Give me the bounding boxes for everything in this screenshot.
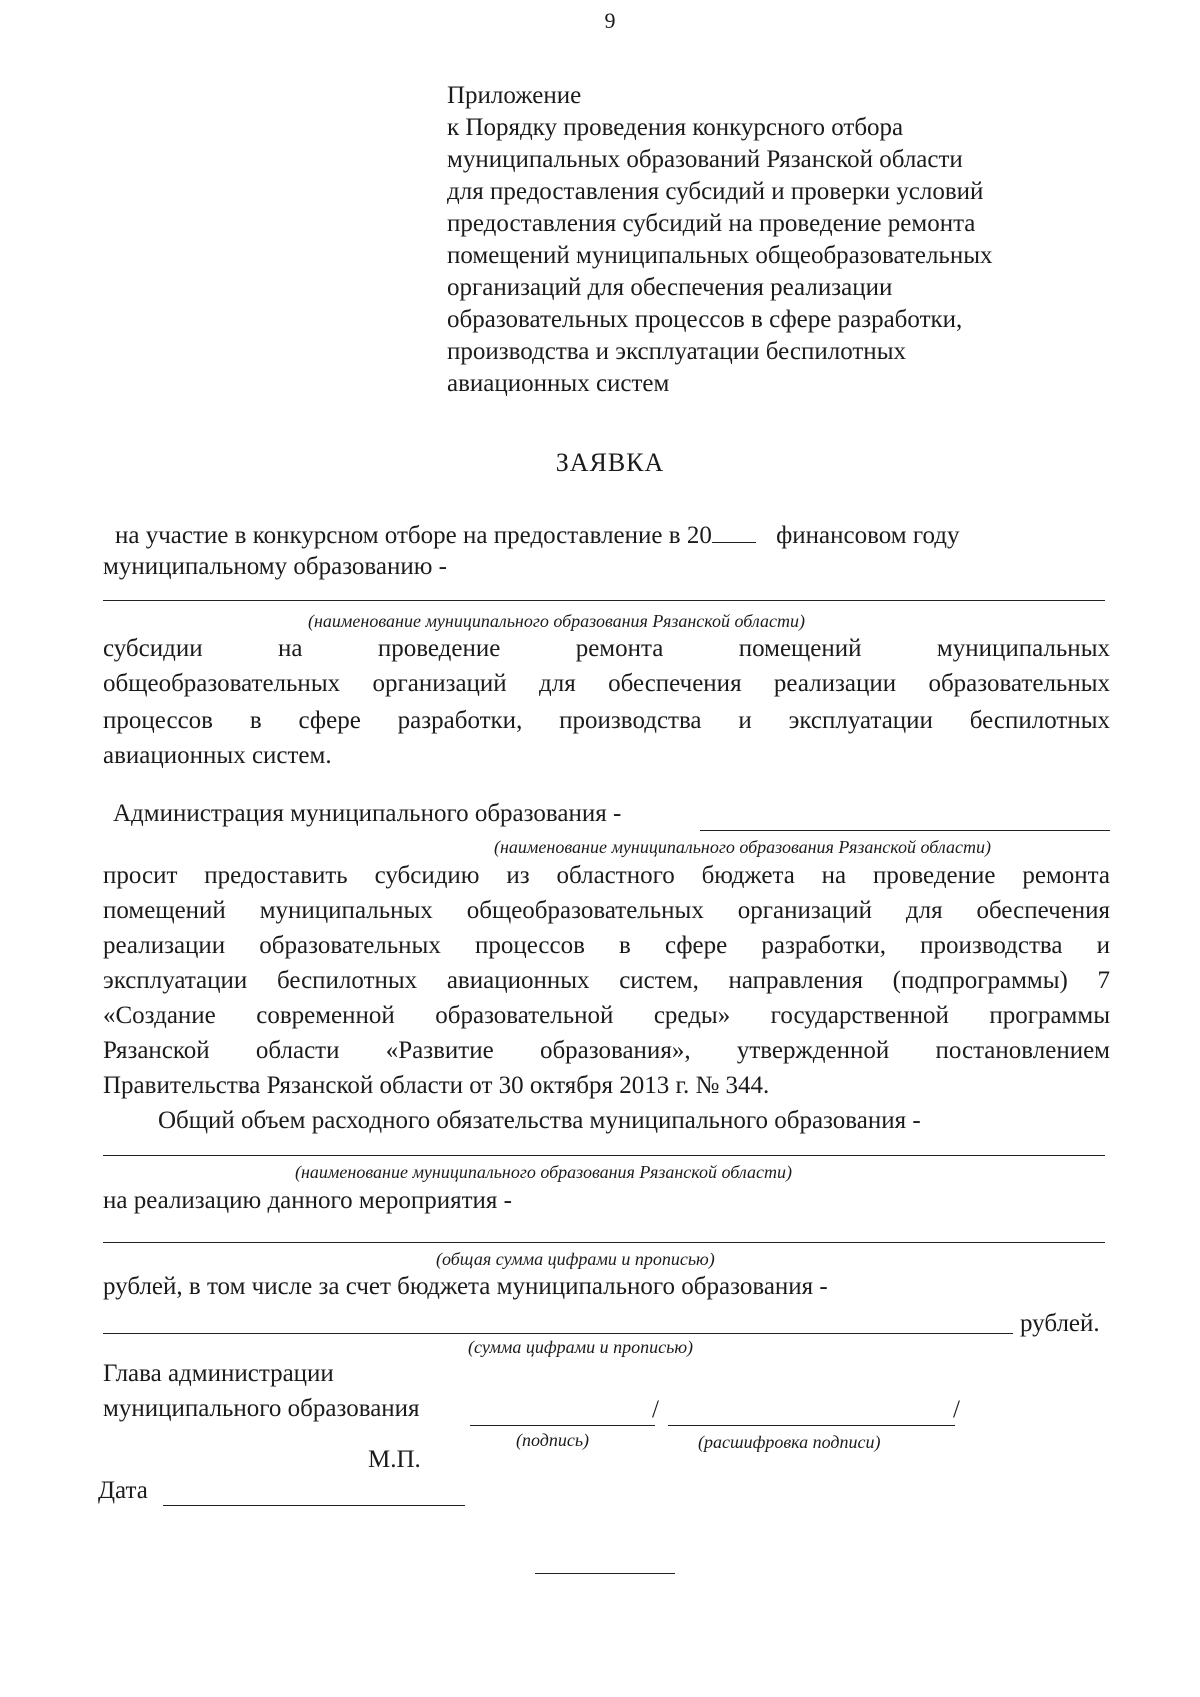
rubles-label: рублей. <box>1020 1310 1100 1337</box>
date-label: Дата <box>98 1477 148 1504</box>
budget-sum-line[interactable] <box>103 1333 1013 1334</box>
date-line[interactable] <box>163 1505 465 1506</box>
volume-mo-name-hint: (наименование муниципального образования Рязанской области) <box>295 1162 792 1182</box>
appendix-line: муниципальных образований Рязанской области <box>447 146 963 173</box>
budget-sum-hint: (сумма цифрами и прописью) <box>468 1337 694 1357</box>
appendix-line: помещений муниципальных общеобразовательных <box>447 242 993 269</box>
paragraph-line: субсидии на проведение ремонта помещений муниципальных <box>103 635 1110 662</box>
admin-label: Администрация муниципального образования - <box>113 800 622 827</box>
page-number: 9 <box>604 8 616 33</box>
appendix-block <box>447 80 1127 400</box>
head-title-line-2: муниципального образования <box>103 1395 420 1422</box>
seal-mark: М.П. <box>368 1446 421 1473</box>
admin-text-line: эксплуатации беспилотных авиационных систем, направления (подпрограммы) 7 <box>103 967 1110 994</box>
year-blank[interactable] <box>712 542 756 543</box>
intro-line-2: муниципальному образованию - <box>103 553 448 580</box>
volume-mo-name-line[interactable] <box>103 1155 1105 1156</box>
budget-line: рублей, в том числе за счет бюджета муниципального образования - <box>103 1273 828 1300</box>
admin-text-line: просит предоставить субсидию из областного бюджета на проведение ремонта <box>103 862 1110 889</box>
mo-name-hint-1: (наименование муниципального образования Рязанской области) <box>308 611 805 631</box>
mo-name-line-1[interactable] <box>103 600 1105 601</box>
appendix-line: предоставления субсидий на проведение ремонта <box>447 210 976 237</box>
signature-decode-hint: (расшифровка подписи) <box>698 1432 881 1452</box>
volume-label: Общий объем расходного обязательства муниципального образования - <box>158 1107 921 1134</box>
admin-mo-name-line[interactable] <box>700 830 1110 831</box>
document-title: ЗАЯВКА <box>555 448 665 477</box>
admin-text-line: помещений муниципальных общеобразовательных организаций для обеспечения <box>103 897 1110 924</box>
admin-text-line: Рязанской области «Развитие образования», утвержденной постановлением <box>103 1037 1110 1064</box>
appendix-line: для предоставления субсидий и проверки условий <box>447 178 984 205</box>
paragraph-line: процессов в сфере разработки, производства и эксплуатации беспилотных <box>103 707 1110 734</box>
implementation-label: на реализацию данного мероприятия - <box>103 1187 512 1214</box>
paragraph-line: общеобразовательных организаций для обеспечения реализации образовательных <box>103 670 1110 697</box>
signature-slash: / <box>953 1396 960 1423</box>
appendix-line: образовательных процессов в сфере разработки, <box>447 306 963 333</box>
signature-slash: / <box>652 1396 659 1423</box>
admin-text-line: «Создание современной образовательной среды» государственной программы <box>103 1002 1110 1029</box>
paragraph-line: авиационных систем. <box>103 742 332 769</box>
intro-line-1 <box>115 522 959 550</box>
signature-hint: (подпись) <box>516 1430 590 1450</box>
signature-decode-line[interactable] <box>668 1425 955 1426</box>
total-sum-hint: (общая сумма цифрами и прописью) <box>436 1249 715 1269</box>
appendix-line: производства и эксплуатации беспилотных <box>447 338 906 365</box>
signature-line[interactable] <box>470 1425 655 1426</box>
end-divider <box>535 1573 675 1574</box>
admin-text-last-line: Правительства Рязанской области от 30 октября 2013 г. № 344. <box>103 1072 770 1099</box>
intro-line-1-end: финансовом году <box>776 522 960 549</box>
head-title-line-1: Глава администрации <box>103 1360 334 1387</box>
appendix-line: организаций для обеспечения реализации <box>447 274 893 301</box>
intro-line-1-start: на участие в конкурсном отборе на предоставление в 20 <box>115 522 712 549</box>
admin-mo-name-hint: (наименование муниципального образования Рязанской области) <box>494 837 991 857</box>
total-sum-line[interactable] <box>103 1242 1105 1243</box>
appendix-line: к Порядку проведения конкурсного отбора <box>447 114 904 141</box>
admin-text-line: реализации образовательных процессов в сфере разработки, производства и <box>103 932 1110 959</box>
appendix-line: авиационных систем <box>447 370 670 397</box>
appendix-line: Приложение <box>447 82 582 109</box>
